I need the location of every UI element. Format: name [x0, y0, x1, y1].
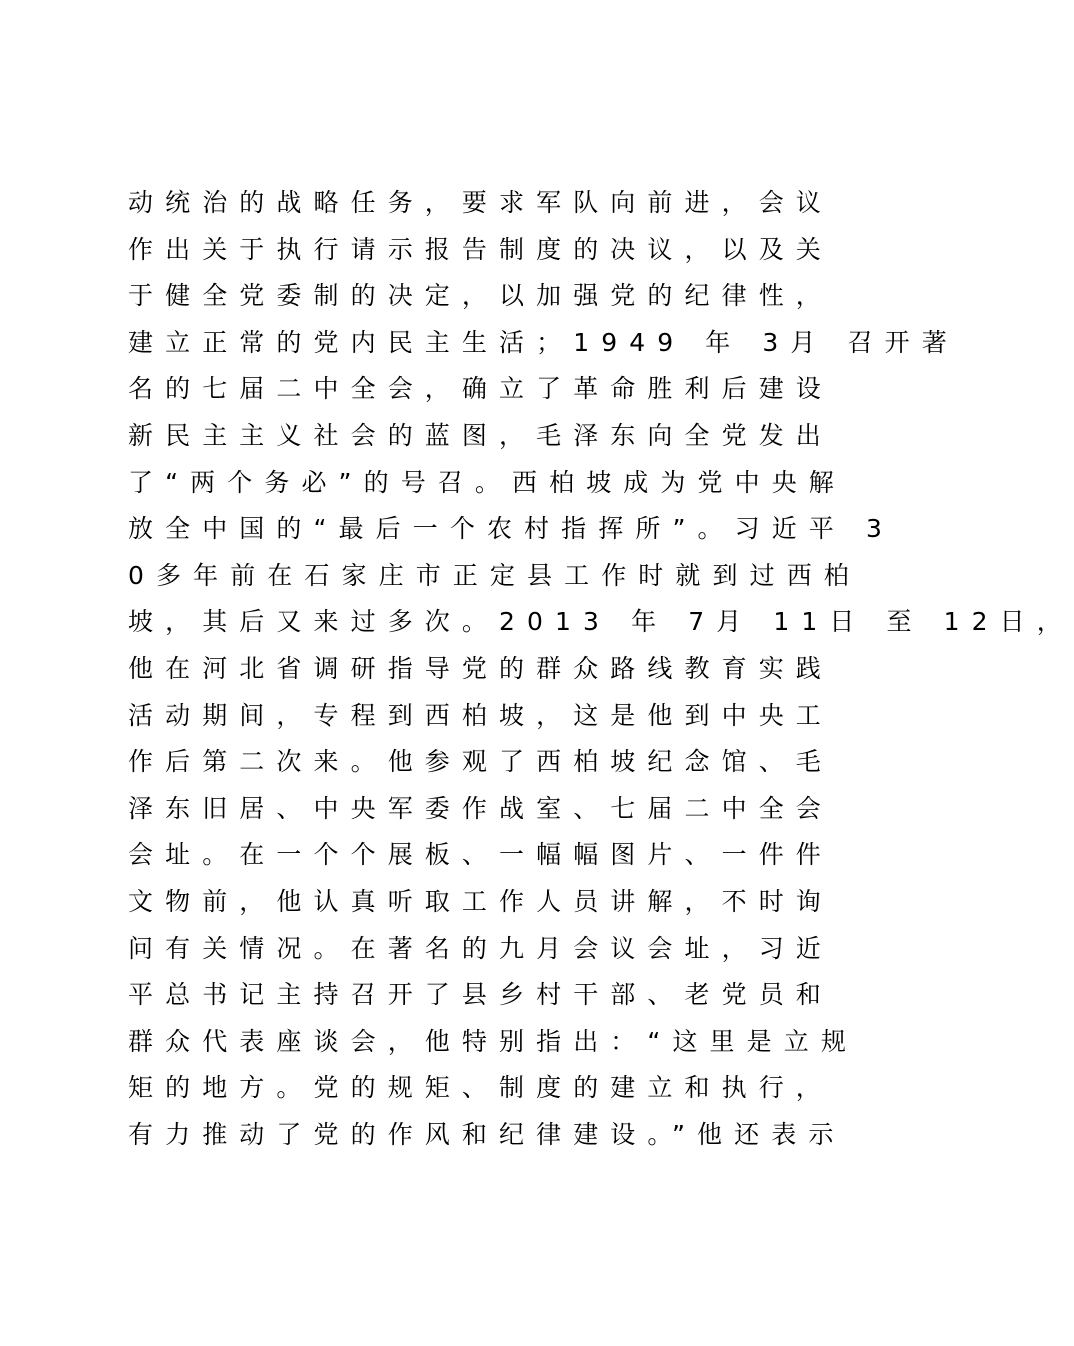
text-line: 了“两个务必”的号召。西柏坡成为党中央解: [128, 467, 846, 497]
text-line: 建立正常的党内民主生活；1949 年 3月 召开著: [128, 327, 959, 357]
text-line: 平总书记主持召开了县乡村干部、老党员和: [128, 980, 833, 1010]
text-line: 作出关于执行请示报告制度的决议，以及关: [128, 234, 833, 264]
body-text: [128, 180, 1074, 1158]
text-line: 会址。在一个个展板、一幅幅图片、一件件: [128, 840, 833, 870]
text-line: 矩的地方。党的规矩、制度的建立和执行，: [128, 1073, 833, 1103]
text-line: 新民主主义社会的蓝图，毛泽东向全党发出: [128, 420, 833, 450]
text-line: 0多年前在石家庄市正定县工作时就到过西柏: [128, 560, 861, 590]
text-line: 放全中国的“最后一个农村指挥所”。习近平 3: [128, 514, 894, 544]
text-line: 作后第二次来。他参观了西柏坡纪念馆、毛: [128, 747, 833, 777]
text-line: 文物前，他认真听取工作人员讲解，不时询: [128, 886, 833, 916]
text-line: 问有关情况。在著名的九月会议会址，习近: [128, 933, 833, 963]
text-line: 活动期间，专程到西柏坡，这是他到中央工: [128, 700, 833, 730]
text-line: 动统治的战略任务，要求军队向前进，会议: [128, 188, 833, 217]
text-line: 他在河北省调研指导党的群众路线教育实践: [128, 653, 833, 683]
text-line: 有力推动了党的作风和纪律建设。”他还表示: [128, 1119, 846, 1149]
text-line: 于健全党委制的决定，以加强党的纪律性，: [128, 281, 833, 311]
text-line: 群众代表座谈会，他特别指出：“这里是立规: [128, 1026, 858, 1056]
text-line: 名的七届二中全会，确立了革命胜利后建设: [128, 374, 833, 404]
text-line: 泽东旧居、中央军委作战室、七届二中全会: [128, 793, 833, 823]
text-line: 坡，其后又来过多次。2013 年 7月 11日 至 12日，: [128, 607, 1074, 637]
